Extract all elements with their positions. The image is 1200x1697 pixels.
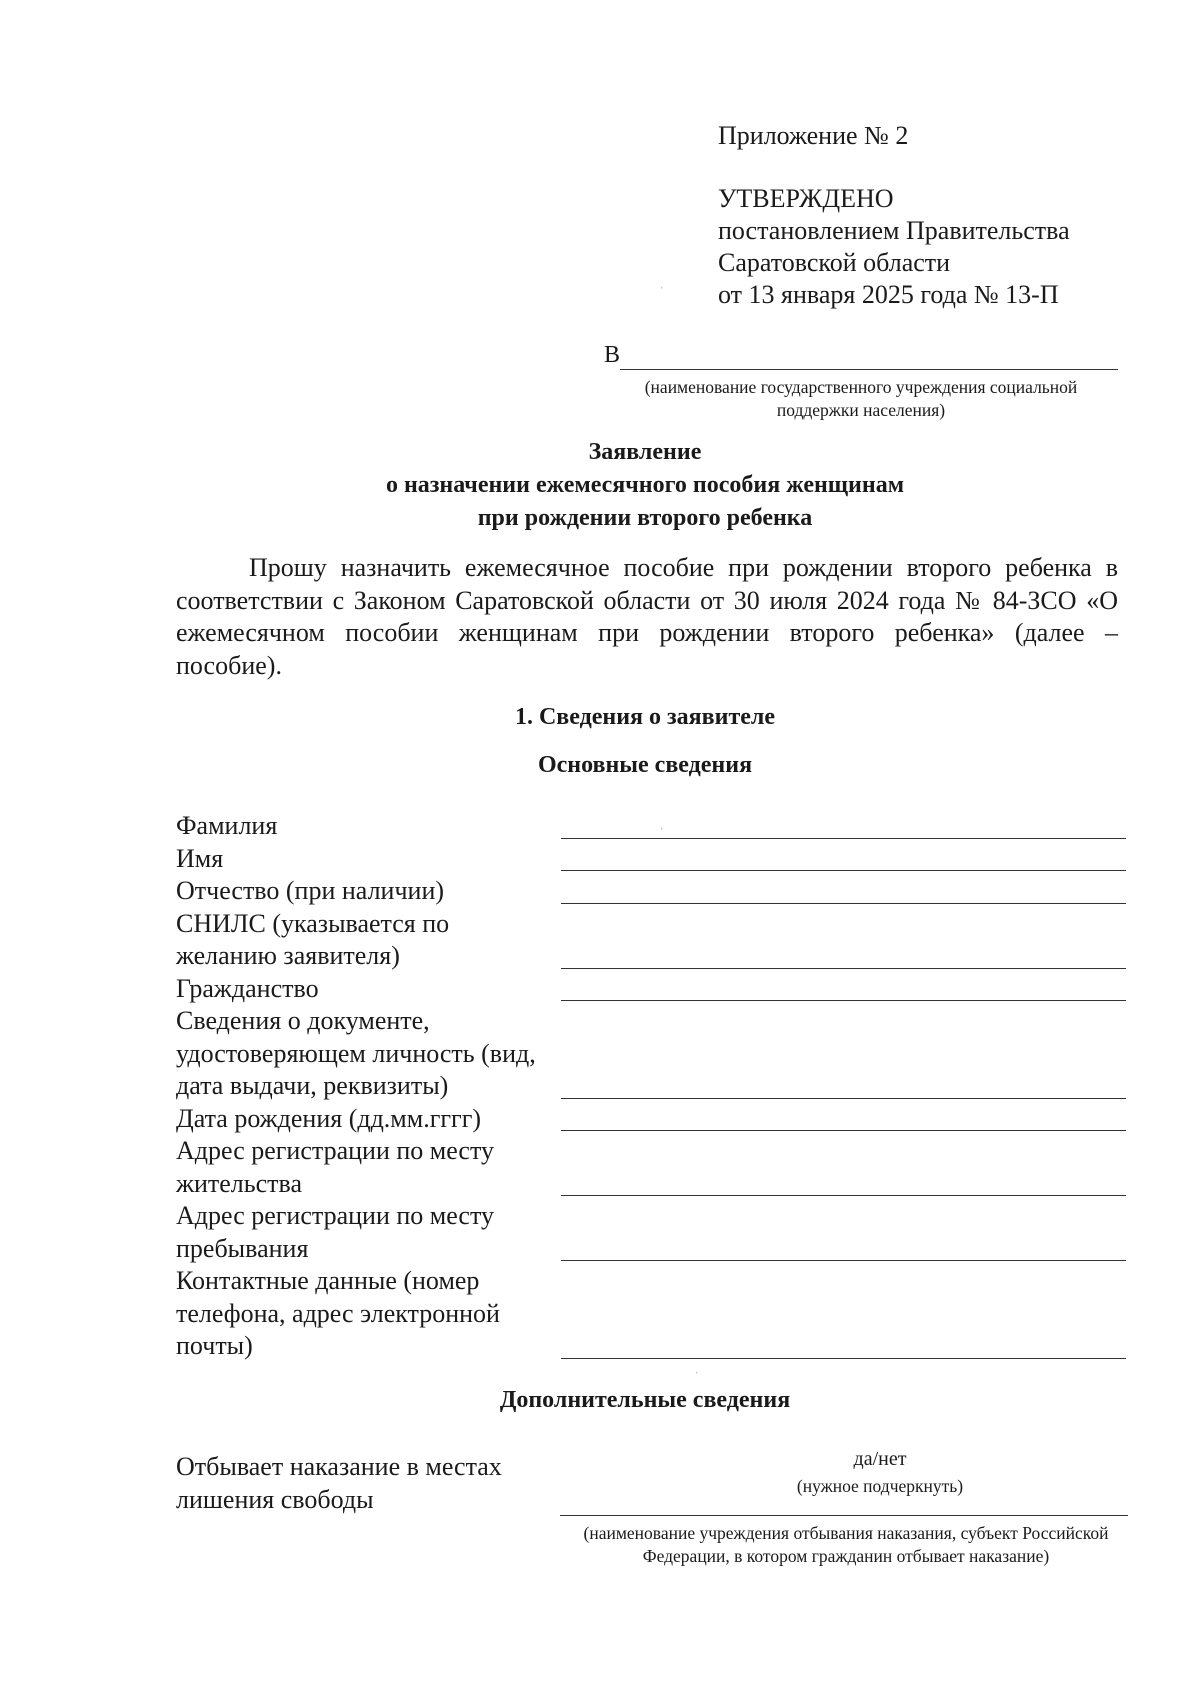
residence-address-input-line[interactable]: [561, 1195, 1126, 1196]
approval-line-2: Саратовской области: [718, 248, 951, 277]
field-name: [176, 843, 1126, 876]
field-contacts: [176, 1265, 1126, 1363]
scan-speck: ˈ: [695, 1370, 699, 1382]
annex-number: Приложение № 2: [718, 121, 909, 150]
yes-no-options[interactable]: да/нет: [853, 1448, 907, 1470]
field-label: Отчество (при наличии): [176, 876, 445, 905]
stay-address-input-line[interactable]: [561, 1260, 1126, 1261]
field-label: Имя: [176, 843, 224, 873]
identity-document-input-line[interactable]: [561, 1098, 1126, 1099]
field-surname: [176, 810, 1126, 843]
field-label: Сведения о документе, удостоверяющем личность (вид, дата выдачи, реквизиты): [176, 1006, 536, 1100]
field-stay-address: [176, 1200, 1126, 1265]
field-identity-document: [176, 1005, 1126, 1103]
title-line-3: при рождении второго ребенка: [477, 505, 813, 531]
field-label: СНИЛС (указывается по желанию заявителя): [176, 908, 450, 970]
name-input-line[interactable]: [561, 870, 1126, 871]
imprisonment-question: Отбывает наказание в местах лишения свободы: [176, 1452, 502, 1514]
field-label: Адрес регистрации по месту жительства: [176, 1136, 494, 1198]
field-label: Гражданство: [176, 973, 319, 1003]
approval-line-3: от 13 января 2025 года № 13-П: [718, 280, 1059, 309]
field-residence-address: [176, 1135, 1126, 1200]
contacts-input-line[interactable]: [561, 1358, 1126, 1359]
snils-input-line[interactable]: [561, 968, 1126, 969]
approved-stamp: УТВЕРЖДЕНО: [718, 184, 894, 213]
title-line-1: Заявление: [588, 439, 702, 465]
field-label: Дата рождения (дд.мм.гггг): [176, 1103, 482, 1133]
main-info-subheading: Основные сведения: [537, 752, 753, 778]
document-title: [0, 436, 1200, 535]
recipient-prefix: В: [604, 342, 621, 368]
recipient-block: [604, 342, 1118, 422]
field-snils: [176, 908, 1126, 973]
field-label: Фамилия: [176, 811, 278, 840]
intro-paragraph: Прошу назначить ежемесячное пособие при рождении второго ребенка в соответствии с Законом Саратовской области от 30 июля 2024 года № 84-ЗСО «О ежемесячном пособии женщинам при рождении второго ребенка» (далее – пособие).: [176, 553, 1118, 680]
birth-date-input-line[interactable]: [561, 1130, 1126, 1131]
additional-info-heading: Дополнительные сведения: [499, 1387, 791, 1413]
approval-block: [718, 120, 1070, 311]
institution-input-line[interactable]: [560, 1515, 1128, 1516]
title-line-2: о назначении ежемесячного пособия женщинам: [385, 472, 905, 498]
section-1-heading: 1. Сведения о заявителе: [514, 704, 776, 730]
applicant-fields: [176, 810, 1126, 1363]
recipient-input-line[interactable]: [620, 369, 1118, 370]
recipient-caption: (наименование государственного учреждения социальной поддержки населения): [644, 377, 1078, 420]
surname-input-line[interactable]: [561, 838, 1126, 839]
scan-speck: ˈ: [660, 826, 664, 838]
citizenship-input-line[interactable]: [561, 1000, 1126, 1001]
field-patronymic: [176, 875, 1126, 908]
institution-caption: (наименование учреждения отбывания наказания, субъект Российской Федерации, в котором гражданин отбывает наказание): [583, 1523, 1109, 1566]
approval-line-1: постановлением Правительства: [718, 216, 1070, 245]
patronymic-input-line[interactable]: [561, 903, 1126, 904]
field-citizenship: [176, 973, 1126, 1006]
field-label: Адрес регистрации по месту пребывания: [176, 1201, 494, 1263]
scan-speck: ˈ: [660, 285, 664, 297]
field-label: Контактные данные (номер телефона, адрес электронной почты): [176, 1266, 500, 1360]
yes-no-choice: [740, 1446, 1020, 1500]
field-birth-date: [176, 1103, 1126, 1136]
yes-no-hint: (нужное подчеркнуть): [796, 1476, 964, 1496]
